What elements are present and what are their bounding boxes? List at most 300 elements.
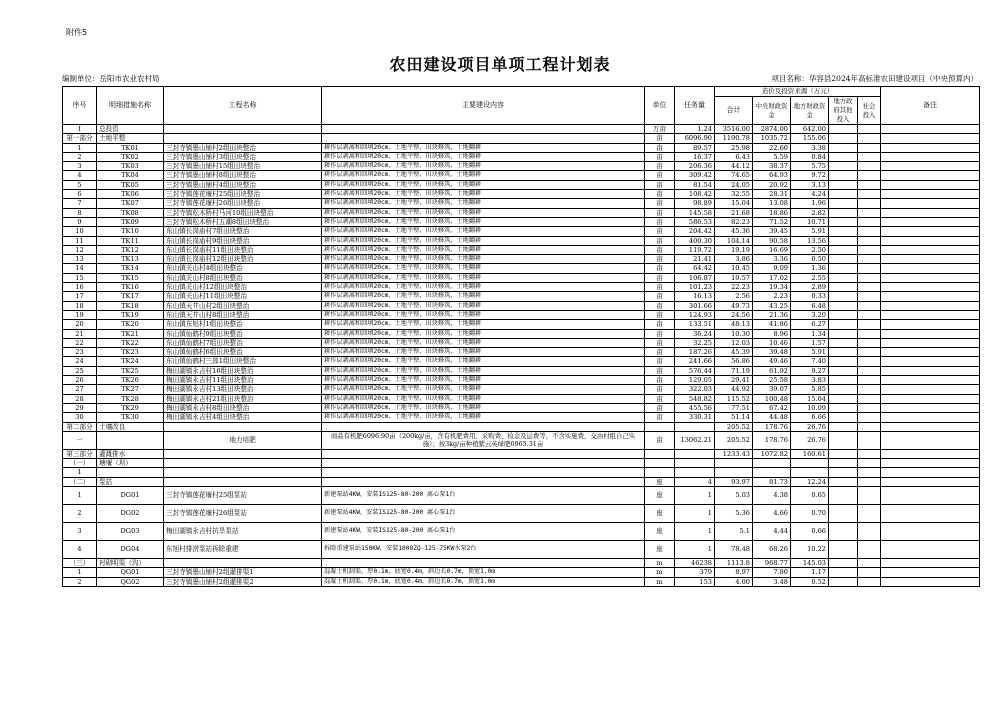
cell-seq: 23 — [63, 348, 97, 357]
cell-remark — [881, 357, 980, 366]
cell-central: 178.76 — [753, 431, 791, 449]
cell-unit: 亩 — [645, 320, 675, 329]
cell-total: 10.30 — [715, 329, 753, 338]
cell-remark — [881, 431, 980, 449]
cell-local: 7.40 — [791, 357, 829, 366]
cell-total: 19.19 — [715, 245, 753, 254]
cell-seq: 5 — [63, 180, 97, 189]
cell-seq: 12 — [63, 245, 97, 254]
cell-remark — [881, 301, 980, 310]
header-social: 社会投入 — [858, 97, 881, 125]
cell-total: 12.03 — [715, 338, 753, 347]
cell-total: 32.55 — [715, 190, 753, 199]
table-row — [63, 264, 980, 273]
cell-local-other — [829, 171, 858, 180]
cell-central: 71.52 — [753, 217, 791, 226]
cell-qty: 153 — [675, 577, 715, 586]
table-row — [63, 180, 980, 189]
cell-social — [858, 190, 881, 199]
header-remark: 备注 — [881, 87, 980, 125]
cell-social — [858, 217, 881, 226]
cell-social — [858, 338, 881, 347]
cell-qty: 4 — [675, 477, 715, 486]
cell-social — [858, 366, 881, 375]
cell-social — [858, 227, 881, 236]
cell-unit: 亩 — [645, 357, 675, 366]
cell-content — [322, 125, 645, 134]
cell-remark — [881, 264, 980, 273]
cell-name: 东山镇仙鹤村6组田块整治 — [164, 348, 322, 357]
table-row — [63, 459, 980, 468]
cell-name: 东山镇长岗庙村11组田块整治 — [164, 245, 322, 254]
cell-remark — [881, 568, 980, 577]
cell-social — [858, 376, 881, 385]
cell-central: 67.42 — [753, 403, 791, 412]
cell-remark — [881, 468, 980, 477]
cell-social — [858, 504, 881, 522]
cell-qty: 129.05 — [675, 376, 715, 385]
cell-content: 耕作层剥离和回填20cm、土地平整、田块修筑、土地翻耕 — [322, 273, 645, 282]
cell-remark — [881, 320, 980, 329]
cell-code: QG01 — [97, 568, 164, 577]
cell-unit: m — [645, 568, 675, 577]
cell-social — [858, 236, 881, 245]
cell-name: 梅田湖镇永吉村抗旱泵站 — [164, 522, 322, 540]
table-row — [63, 292, 980, 301]
cell-code: TK03 — [97, 162, 164, 171]
cell-local-other — [829, 264, 858, 273]
cell-qty: 98.89 — [675, 199, 715, 208]
cell-unit: 亩 — [645, 348, 675, 357]
cell-qty: 548.82 — [675, 394, 715, 403]
cell-seq: 7 — [63, 199, 97, 208]
cell-social — [858, 577, 881, 586]
table-row — [63, 385, 980, 394]
table-row — [63, 301, 980, 310]
cell-content: 耕作层剥离和回填20cm、土地平整、田块修筑、土地翻耕 — [322, 376, 645, 385]
table-row — [63, 413, 980, 422]
cell-remark — [881, 171, 980, 180]
cell-code: TK04 — [97, 171, 164, 180]
cell-content: 新建泵站4KW，安装IS125-80-200 离心泵1台 — [322, 504, 645, 522]
cell-name: 梅田湖镇永吉村16组田块整治 — [164, 366, 322, 375]
cell-local-other — [829, 208, 858, 217]
cell-central: 64.93 — [753, 171, 791, 180]
cell-qty: 16.37 — [675, 152, 715, 161]
cell-remark — [881, 227, 980, 236]
cell-content: 商品有机肥6096.90亩（200kg/亩，含有机肥费用、采购费、检金及运费等，不含实施费，交由村组自己实施）；按3kg/亩种植紫云英绿肥6965.31亩 — [322, 431, 645, 449]
cell-social — [858, 477, 881, 486]
cell-local-other — [829, 459, 858, 468]
cell-seq: Ⅰ — [63, 125, 97, 134]
cell-social — [858, 273, 881, 282]
cell-total: 4.00 — [715, 577, 753, 586]
cell-central: 61.92 — [753, 366, 791, 375]
cell-central: 39.07 — [753, 385, 791, 394]
cell-qty: 400.30 — [675, 236, 715, 245]
cell-code: TK21 — [97, 329, 164, 338]
cell-content: 耕作层剥离和回填20cm、土地平整、田块修筑、土地翻耕 — [322, 217, 645, 226]
cell-remark — [881, 152, 980, 161]
cell-social — [858, 394, 881, 403]
cell-remark — [881, 577, 980, 586]
cell-code: TK23 — [97, 348, 164, 357]
cell-local: 2.55 — [791, 273, 829, 282]
cell-qty: 1 — [675, 522, 715, 540]
table-row — [63, 376, 980, 385]
cell-central: 9.09 — [753, 264, 791, 273]
cell-name: 三封寺镇墨山铺村2组灌排渠1 — [164, 568, 322, 577]
cell-total: 77.51 — [715, 403, 753, 412]
cell-local-other — [829, 431, 858, 449]
cell-unit: 亩 — [645, 366, 675, 375]
table-row — [63, 217, 980, 226]
cell-local: 3.38 — [791, 143, 829, 152]
cell-local: 4.24 — [791, 190, 829, 199]
cell-unit: 亩 — [645, 199, 675, 208]
cell-local-other — [829, 357, 858, 366]
cell-qty: 108.42 — [675, 190, 715, 199]
cell-unit: 亩 — [645, 394, 675, 403]
cell-unit: 亩 — [645, 385, 675, 394]
cell-social — [858, 558, 881, 567]
cell-content: 耕作层剥离和回填20cm、土地平整、田块修筑、土地翻耕 — [322, 385, 645, 394]
cell-local-other — [829, 273, 858, 282]
cell-remark — [881, 385, 980, 394]
cell-seq: 第一部分 — [63, 134, 97, 143]
cell-remark — [881, 540, 980, 558]
cell-seq: 10 — [63, 227, 97, 236]
cell-local-other — [829, 348, 858, 357]
cell-code: DG04 — [97, 540, 164, 558]
cell-unit: 亩 — [645, 283, 675, 292]
cell-code: TK26 — [97, 376, 164, 385]
cell-remark — [881, 348, 980, 357]
cell-remark — [881, 459, 980, 468]
cell-central: 19.34 — [753, 283, 791, 292]
table-row — [63, 422, 980, 431]
cell-local-other — [829, 310, 858, 319]
cell-central: 7.80 — [753, 568, 791, 577]
cell-content: 耕作层剥离和回填20cm、土地平整、田块修筑、土地翻耕 — [322, 301, 645, 310]
cell-total: 25.98 — [715, 143, 753, 152]
cell-local-other — [829, 338, 858, 347]
cell-remark — [881, 143, 980, 152]
cell-central: 21.36 — [753, 310, 791, 319]
cell-central: 68.26 — [753, 540, 791, 558]
cell-name: 东山镇仙鹤村7组田块整治 — [164, 338, 322, 347]
cell-total: 78.48 — [715, 540, 753, 558]
table-row — [63, 558, 980, 567]
cell-name: 三封寺镇墨山铺村4组田块整治 — [164, 180, 322, 189]
cell-name: 东山镇长岗庙村7组田块整治 — [164, 227, 322, 236]
cell-local: 1.36 — [791, 264, 829, 273]
cell-central: 20.92 — [753, 180, 791, 189]
cell-unit — [645, 422, 675, 431]
cell-seq: 2 — [63, 504, 97, 522]
cell-total: 205.52 — [715, 422, 753, 431]
cell-code: TK24 — [97, 357, 164, 366]
cell-qty: 1 — [675, 540, 715, 558]
cell-name: 东山镇仙鹤村9组田块整治 — [164, 329, 322, 338]
cell-qty: 16.13 — [675, 292, 715, 301]
cell-unit: 亩 — [645, 208, 675, 217]
cell-qty: 124.93 — [675, 310, 715, 319]
cell-central: 90.58 — [753, 236, 791, 245]
cell-local-other — [829, 292, 858, 301]
cell-name: 梅田湖镇永吉村8组田块整治 — [164, 403, 322, 412]
header-local: 地方财政资金 — [791, 97, 829, 125]
cell-content: 耕作层剥离和回填20cm、土地平整、田块修筑、土地翻耕 — [322, 366, 645, 375]
cell-local-other — [829, 522, 858, 540]
cell-name: 梅田湖镇永吉村13组田块整治 — [164, 385, 322, 394]
cell-local: 10.09 — [791, 403, 829, 412]
table-row — [63, 199, 980, 208]
cell-central: 4.38 — [753, 486, 791, 504]
table-row — [63, 190, 980, 199]
cell-total: 115.52 — [715, 394, 753, 403]
cell-total: 29.41 — [715, 376, 753, 385]
cell-content: 耕作层剥离和回填20cm、土地平整、田块修筑、土地翻耕 — [322, 199, 645, 208]
cell-content: 混凝土机制渠，厚0.1m，底宽0.4m，斜边长0.7m，顶宽1.0m — [322, 568, 645, 577]
cell-social — [858, 320, 881, 329]
cell-code: TK16 — [97, 283, 164, 292]
table-row — [63, 125, 980, 134]
cell-total: 44.92 — [715, 385, 753, 394]
cell-central: 3.36 — [753, 255, 791, 264]
cell-social — [858, 162, 881, 171]
cell-seq: 15 — [63, 273, 97, 282]
cell-qty: 204.42 — [675, 227, 715, 236]
cell-local — [791, 459, 829, 468]
cell-code: TK14 — [97, 264, 164, 273]
cell-local: 155.06 — [791, 134, 829, 143]
cell-total: 71.19 — [715, 366, 753, 375]
cell-seq: 1 — [63, 568, 97, 577]
header-unit: 单位 — [645, 87, 675, 125]
cell-social — [858, 329, 881, 338]
cell-unit: 亩 — [645, 227, 675, 236]
cell-total: 49.73 — [715, 301, 753, 310]
table-row — [63, 477, 980, 486]
cell-seq: 4 — [63, 171, 97, 180]
cell-total: 6.43 — [715, 152, 753, 161]
cell-content: 耕作层剥离和回填20cm、土地平整、田块修筑、土地翻耕 — [322, 208, 645, 217]
cell-remark — [881, 283, 980, 292]
cell-central: 38.37 — [753, 162, 791, 171]
cell-remark — [881, 310, 980, 319]
cell-qty: 13062.21 — [675, 431, 715, 449]
cell-local-other — [829, 329, 858, 338]
cell-central: 100.48 — [753, 394, 791, 403]
cell-qty: 6096.90 — [675, 134, 715, 143]
cell-qty: 119.72 — [675, 245, 715, 254]
cell-content — [322, 134, 645, 143]
cell-name — [164, 134, 322, 143]
cell-name: 东山镇天井山村8组田块整治 — [164, 310, 322, 319]
cell-code: TK09 — [97, 217, 164, 226]
cell-seq: 24 — [63, 357, 97, 366]
cell-unit: 万亩 — [645, 125, 675, 134]
cell-total: 74.65 — [715, 171, 753, 180]
cell-local: 0.66 — [791, 522, 829, 540]
cell-social — [858, 152, 881, 161]
cell-code: 总投资 — [97, 125, 164, 134]
cell-qty: 36.24 — [675, 329, 715, 338]
cell-local-other — [829, 217, 858, 226]
cell-code: TK19 — [97, 310, 164, 319]
cell-qty: 322.03 — [675, 385, 715, 394]
table-row — [63, 227, 980, 236]
cell-total: 10.45 — [715, 264, 753, 273]
cell-qty: 586.53 — [675, 217, 715, 226]
cell-code: 衬砌明渠（沟） — [97, 558, 164, 567]
cell-content: 新建泵站4KW，安装IS125-80-200 离心泵1台 — [322, 522, 645, 540]
cell-seq: 3 — [63, 162, 97, 171]
cell-qty — [675, 449, 715, 458]
cell-name: 三封寺镇松木桥村五潮8组田块整治 — [164, 217, 322, 226]
cell-remark — [881, 273, 980, 282]
cell-local-other — [829, 143, 858, 152]
header-name: 工程名称 — [164, 87, 322, 125]
cell-local: 1.96 — [791, 199, 829, 208]
cell-code: TK10 — [97, 227, 164, 236]
cell-total: 51.14 — [715, 413, 753, 422]
cell-local-other — [829, 366, 858, 375]
cell-local: 160.61 — [791, 449, 829, 458]
cell-local: 145.03 — [791, 558, 829, 567]
cell-unit: 亩 — [645, 190, 675, 199]
cell-local-other — [829, 376, 858, 385]
cell-seq: 16 — [63, 283, 97, 292]
cell-central: 16.69 — [753, 245, 791, 254]
cell-qty: 133.51 — [675, 320, 715, 329]
org-label: 编制单位：岳阳市农业农村局 — [62, 74, 160, 83]
cell-name: 梅田湖镇永吉村21组田块整治 — [164, 394, 322, 403]
cell-central: 18.86 — [753, 208, 791, 217]
cell-total: 104.14 — [715, 236, 753, 245]
table-row — [63, 577, 980, 586]
cell-unit: 座 — [645, 477, 675, 486]
cell-content — [322, 449, 645, 458]
cell-central: 22.60 — [753, 143, 791, 152]
cell-local: 13.56 — [791, 236, 829, 245]
cell-unit: 亩 — [645, 292, 675, 301]
cell-total: 24.56 — [715, 310, 753, 319]
cell-remark — [881, 217, 980, 226]
cell-central: 49.46 — [753, 357, 791, 366]
cell-unit — [645, 468, 675, 477]
cell-name — [164, 468, 322, 477]
cell-local: 6.66 — [791, 413, 829, 422]
cell-social — [858, 292, 881, 301]
cell-code — [97, 468, 164, 477]
cell-content: 耕作层剥离和回填20cm、土地平整、田块修筑、土地翻耕 — [322, 264, 645, 273]
cell-qty: 106.87 — [675, 273, 715, 282]
cell-central: 968.77 — [753, 558, 791, 567]
cell-remark — [881, 366, 980, 375]
cell-seq: 17 — [63, 292, 97, 301]
cell-remark — [881, 449, 980, 458]
cell-code: QG02 — [97, 577, 164, 586]
cell-seq: 1 — [63, 486, 97, 504]
cell-name: 三封寺镇墨山铺村3组田块整治 — [164, 152, 322, 161]
cell-unit: 亩 — [645, 413, 675, 422]
cell-local: 26.76 — [791, 431, 829, 449]
cell-name: 东旭村排涝泵站拆除重建 — [164, 540, 322, 558]
cell-seq: 13 — [63, 255, 97, 264]
table-row — [63, 522, 980, 540]
project-plan-table — [62, 86, 980, 587]
cell-social — [858, 208, 881, 217]
cell-unit: 亩 — [645, 338, 675, 347]
cell-qty: 1.24 — [675, 125, 715, 134]
cell-remark — [881, 125, 980, 134]
cell-social — [858, 431, 881, 449]
cell-name: 三封寺镇松木桥村马河10组田块整治 — [164, 208, 322, 217]
table-row — [63, 540, 980, 558]
cell-name: 三封寺镇墨山铺村8组田块整治 — [164, 171, 322, 180]
cell-social — [858, 264, 881, 273]
cell-name: 三封寺镇莲花堰村26组泵站 — [164, 504, 322, 522]
cell-unit: 座 — [645, 504, 675, 522]
cell-local-other — [829, 162, 858, 171]
cell-content: 耕作层剥离和回填20cm、土地平整、田块修筑、土地翻耕 — [322, 338, 645, 347]
cell-qty: 1 — [675, 486, 715, 504]
cell-local: 5.91 — [791, 227, 829, 236]
cell-qty — [675, 422, 715, 431]
cell-remark — [881, 134, 980, 143]
cell-unit: 亩 — [645, 162, 675, 171]
cell-total: 21.68 — [715, 208, 753, 217]
cell-central: 41.86 — [753, 320, 791, 329]
cell-content: 耕作层剥离和回填20cm、土地平整、田块修筑、土地翻耕 — [322, 283, 645, 292]
cell-total: 93.97 — [715, 477, 753, 486]
cell-local: 3.20 — [791, 310, 829, 319]
cell-social — [858, 522, 881, 540]
cell-name: 东山镇长岗庙村12组田块整治 — [164, 255, 322, 264]
cell-qty: 101.23 — [675, 283, 715, 292]
cell-remark — [881, 403, 980, 412]
cell-remark — [881, 255, 980, 264]
cell-central — [753, 468, 791, 477]
cell-central: 25.58 — [753, 376, 791, 385]
cell-content: 耕作层剥离和回填20cm、土地平整、田块修筑、土地翻耕 — [322, 190, 645, 199]
cell-name: 东山镇关山村12组田块整治 — [164, 283, 322, 292]
cell-central: 1072.82 — [753, 449, 791, 458]
cell-qty — [675, 459, 715, 468]
cell-central: 13.08 — [753, 199, 791, 208]
cell-remark — [881, 422, 980, 431]
cell-content: 混凝土机制渠，厚0.1m，底宽0.4m，斜边长0.7m，顶宽1.0m — [322, 577, 645, 586]
cell-total: 2.56 — [715, 292, 753, 301]
cell-content: 耕作层剥离和回填20cm、土地平整、田块修筑、土地翻耕 — [322, 310, 645, 319]
cell-social — [858, 468, 881, 477]
cell-qty: 1 — [675, 504, 715, 522]
header-central: 中央财政资金 — [753, 97, 791, 125]
cell-local: 3.83 — [791, 376, 829, 385]
table-row — [63, 338, 980, 347]
cell-central: 44.48 — [753, 413, 791, 422]
cell-code: 塘堰（坝） — [97, 459, 164, 468]
cell-total: 8.97 — [715, 568, 753, 577]
cell-social — [858, 568, 881, 577]
table-row — [63, 143, 980, 152]
cell-remark — [881, 486, 980, 504]
cell-total: 1233.43 — [715, 449, 753, 458]
cell-seq: 1 — [63, 468, 97, 477]
cell-local: 1.34 — [791, 329, 829, 338]
